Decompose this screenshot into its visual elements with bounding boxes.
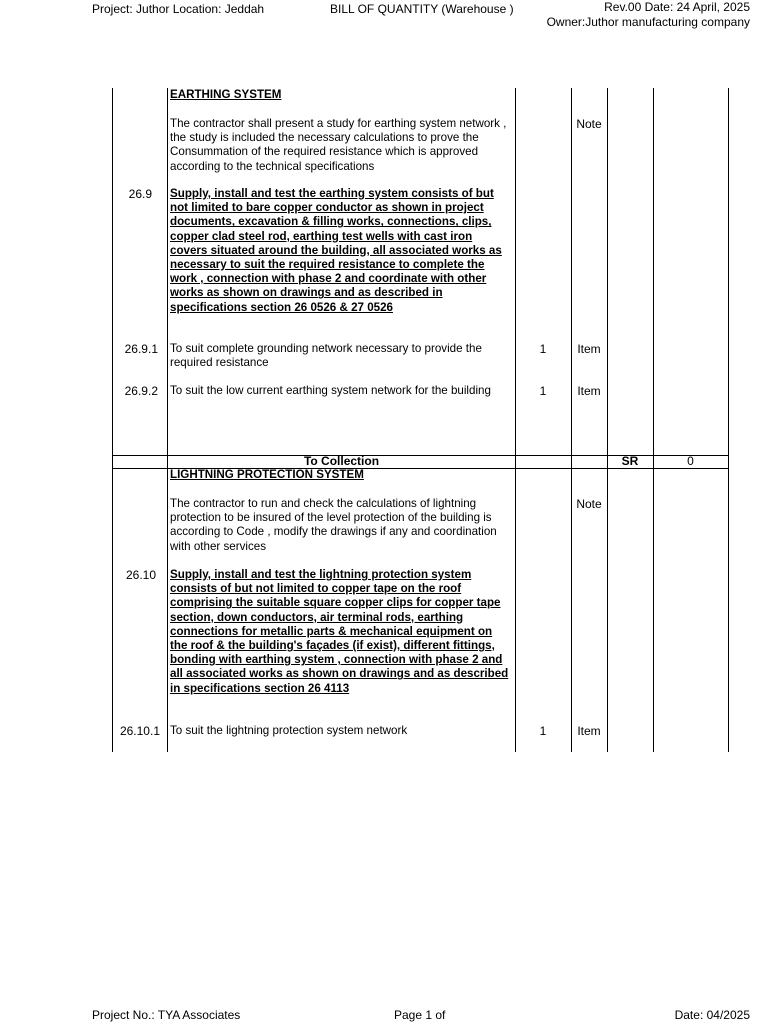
item-number: 26.9.2 — [124, 384, 158, 398]
item-description: Supply, install and test the lightning protection system consists of but not limited to copper tape on the roof comprising the suitable square copper clips for copper tape section, down conductors, air terminal rods, earthing connections for metallic parts & mechanical equipment on the roof & the building's façades (if exist), different fittings, bonding with earthing system , connection with phase 2 and all associated works as shown on drawings and as described in specifications section 26 4113 — [170, 568, 509, 695]
earthing-note-unit: Note — [576, 117, 602, 131]
footer-date: Date: 04/2025 — [674, 1008, 750, 1022]
header-doc-title: BILL OF QUANTITY (Warehouse ) — [330, 2, 514, 16]
item-number: 26.9 — [128, 187, 152, 201]
item-quantity: 1 — [539, 724, 547, 738]
section-title-earthing: EARTHING SYSTEM — [170, 88, 282, 101]
item-unit: Item — [577, 342, 601, 356]
item-description: Supply, install and test the earthing system consists of but not limited to bare copper conductor as shown in project documents, excavation & filling works, connections, clips, copper clad steel rod, earthing test wells with cast iron covers situated around the building, all associated works as necessary to suit the required resistance to complete the work , connection with phase 2 and coordinate with other works as shown on drawings and as described in specifications section 26 0526 & 27 0526 — [170, 187, 502, 314]
collection-amount: 0 — [687, 454, 694, 468]
item-quantity: 1 — [539, 384, 547, 398]
item-description: To suit the lightning protection system network — [170, 724, 408, 737]
lightning-note-text: The contractor to run and check the calculations of lightning protection to be insured of the level protection of the building is according to Code , modify the drawings if any and coordination with other services — [170, 497, 497, 553]
item-number: 26.10 — [125, 568, 156, 582]
footer-project-no: Project No.: TYA Associates — [92, 1008, 241, 1022]
header-rev-date: Rev.00 Date: 24 April, 2025 — [604, 0, 750, 14]
item-quantity: 1 — [539, 342, 547, 356]
earthing-note-text: The contractor shall present a study for earthing system network , the study is included the necessary calculations to prove the Consummation of the required resistance which is approved according to the technical specifications — [170, 117, 507, 173]
item-description: To suit complete grounding network necessary to provide the required resistance — [170, 342, 482, 370]
header-owner: Owner:Juthor manufacturing company — [546, 15, 750, 29]
item-number: 26.9.1 — [124, 342, 158, 356]
header-project: Project: Juthor Location: Jeddah — [92, 2, 265, 16]
footer-page: Page 1 of — [394, 1008, 446, 1022]
section-title-lightning: LIGHTNING PROTECTION SYSTEM — [170, 468, 364, 481]
item-unit: Item — [577, 724, 601, 738]
item-description: To suit the low current earthing system network for the building — [170, 384, 491, 397]
collection-currency: SR — [621, 454, 639, 468]
lightning-note-unit: Note — [576, 497, 602, 511]
item-number: 26.10.1 — [119, 724, 160, 738]
item-unit: Item — [577, 384, 601, 398]
to-collection-label: To Collection — [303, 454, 380, 468]
